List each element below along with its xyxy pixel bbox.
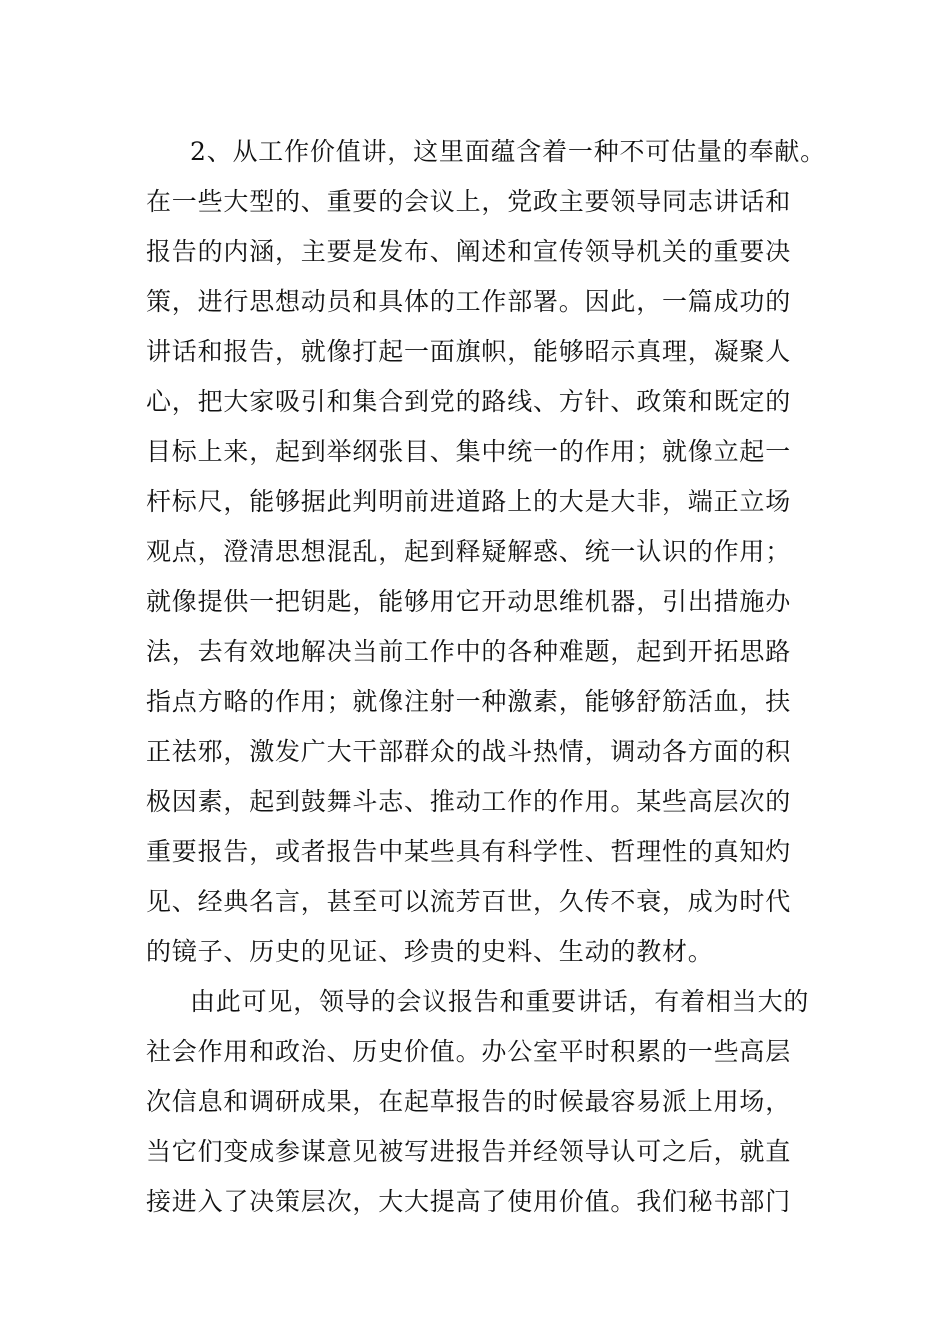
paragraph-line: 的镜子、历史的见证、珍贵的史料、生动的教材。 bbox=[146, 937, 714, 966]
paragraph-line: 法，去有效地解决当前工作中的各种难题，起到开拓思路 bbox=[146, 637, 792, 666]
paragraph-line: 当它们变成参谋意见被写进报告并经领导认可之后，就直 bbox=[146, 1137, 792, 1166]
paragraph-line: 次信息和调研成果，在起草报告的时候最容易派上用场， bbox=[146, 1087, 792, 1116]
paragraph-line: 在一些大型的、重要的会议上，党政主要领导同志讲话和 bbox=[146, 187, 792, 216]
paragraph-line: 指点方略的作用；就像注射一种激素，能够舒筋活血，扶 bbox=[146, 687, 792, 716]
paragraph-line: 接进入了决策层次，大大提高了使用价值。我们秘书部门 bbox=[146, 1187, 792, 1216]
document-body bbox=[146, 127, 826, 1227]
paragraph-line: 杆标尺，能够据此判明前进道路上的大是大非，端正立场 bbox=[146, 487, 792, 516]
paragraph-line: 心，把大家吸引和集合到党的路线、方针、政策和既定的 bbox=[146, 387, 792, 416]
paragraph-line: 报告的内涵，主要是发布、阐述和宣传领导机关的重要决 bbox=[146, 237, 792, 266]
paragraph-line: 目标上来，起到举纲张目、集中统一的作用；就像立起一 bbox=[146, 437, 792, 466]
paragraph-line: 见、经典名言，甚至可以流芳百世，久传不衰，成为时代 bbox=[146, 887, 792, 916]
paragraph-2 bbox=[146, 977, 808, 1227]
paragraph-line: 就像提供一把钥匙，能够用它开动思维机器，引出措施办 bbox=[146, 587, 792, 616]
paragraph-line: 社会作用和政治、历史价值。办公室平时积累的一些高层 bbox=[146, 1037, 792, 1066]
paragraph-line: 正祛邪，激发广大干部群众的战斗热情，调动各方面的积 bbox=[146, 737, 792, 766]
paragraph-1 bbox=[146, 127, 826, 977]
paragraph-line: 重要报告，或者报告中某些具有科学性、哲理性的真知灼 bbox=[146, 837, 792, 866]
paragraph-line: 由此可见，领导的会议报告和重要讲话，有着相当大的 bbox=[190, 987, 810, 1016]
paragraph-line: 2、从工作价值讲，这里面蕴含着一种不可估量的奉献。 bbox=[190, 137, 826, 166]
paragraph-line: 讲话和报告，就像打起一面旗帜，能够昭示真理，凝聚人 bbox=[146, 337, 792, 366]
paragraph-line: 观点，澄清思想混乱，起到释疑解惑、统一认识的作用； bbox=[146, 537, 792, 566]
paragraph-line: 策，进行思想动员和具体的工作部署。因此，一篇成功的 bbox=[146, 287, 792, 316]
paragraph-line: 极因素，起到鼓舞斗志、推动工作的作用。某些高层次的 bbox=[146, 787, 792, 816]
